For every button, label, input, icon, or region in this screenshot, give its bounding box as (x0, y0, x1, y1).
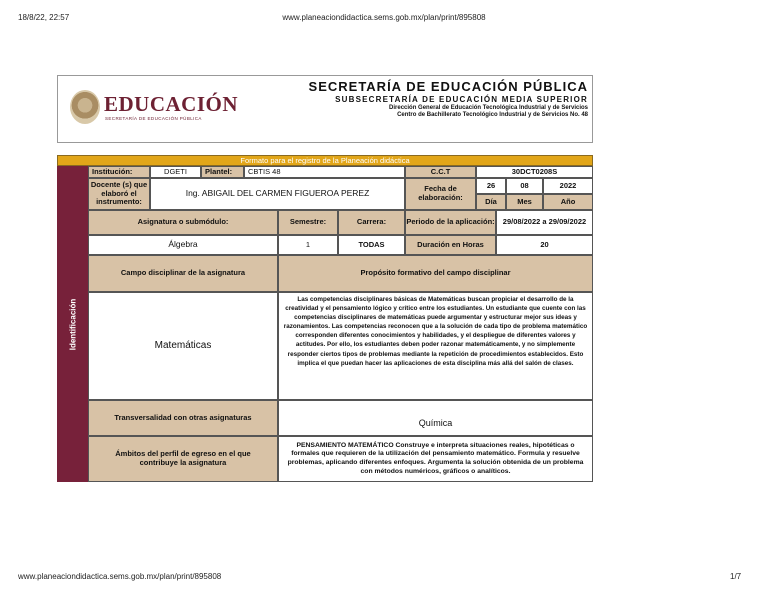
ambitos-value: PENSAMIENTO MATEMÁTICO Construye e interpreta situaciones reales, hipotéticas o formales que requieren de la utilización del pensamiento matemático. Formula y resuelve problemas, aplicando diferentes enfoques. Argumenta la solución obtenida de un problema con métodos numéricos, gráficos o analíticos. (278, 436, 593, 482)
plantel-value: CBTIS 48 (244, 166, 405, 178)
footer-url: www.planeaciondidactica.sems.gob.mx/plan/print/895808 (18, 572, 222, 581)
form-banner: Formato para el registro de la Planeación didáctica (57, 155, 593, 166)
ambitos-label: Ámbitos del perfil de egreso en el que contribuye la asignatura (88, 436, 278, 482)
header-line-1: Dirección General de Educación Tecnológica Industrial y de Servicios (389, 105, 588, 111)
fecha-anio-value: 2022 (543, 178, 593, 194)
docente-value: Ing. ABIGAIL DEL CARMEN FIGUEROA PEREZ (150, 178, 405, 210)
print-url: www.planeaciondidactica.sems.gob.mx/plan/print/895808 (282, 13, 486, 22)
duracion-value: 20 (496, 235, 593, 255)
semestre-value: 1 (278, 235, 338, 255)
campo-value: Matemáticas (88, 292, 278, 400)
header-subtitle: SUBSECRETARÍA DE EDUCACIÓN MEDIA SUPERIOR (335, 95, 588, 104)
docente-label: Docente (s) que elaboró el instrumento: (88, 178, 150, 210)
periodo-value: 29/08/2022 a 29/09/2022 (496, 210, 593, 235)
carrera-label: Carrera: (338, 210, 405, 235)
dia-label: Día (476, 194, 506, 210)
page-number: 1/7 (730, 572, 742, 581)
cct-label: C.C.T (405, 166, 476, 178)
section-label-wrap (57, 166, 88, 482)
cct-value: 30DCT0208S (476, 166, 593, 178)
print-datetime: 18/8/22, 22:57 (18, 13, 70, 22)
transversalidad-value: Química (278, 400, 593, 436)
institucion-label: Institución: (88, 166, 150, 178)
header-line-2: Centro de Bachillerato Tecnológico Industrial y de Servicios No. 48 (397, 112, 588, 118)
anio-label: Año (543, 194, 593, 210)
carrera-value: TODAS (338, 235, 405, 255)
proposito-label: Propósito formativo del campo disciplinar (278, 255, 593, 292)
periodo-label: Periodo de la aplicación: (405, 210, 496, 235)
proposito-value: Las competencias disciplinares básicas de Matemáticas buscan propiciar el desarrollo de la creatividad y el pensamiento lógico y crítico entre los estudiantes. Un estudiante que cuente con las competencias disciplinares de matemáticas puede argumentar y estructurar mejor sus ideas y razonamientos. Las competencias reconocen que a la solución de cada tipo de problema matemático corresponden diferentes conocimientos y habilidades, y el despliegue de diferentes valores y actitudes. Por ello, los estudiantes deben poder razonar matemáticamente, y no simplemente responder ciertos tipos de problemas mediante la repetición de procedimientos establecidos. Esto implica el que puedan hacer las aplicaciones de esta disciplina más allá del salón de clases. (278, 292, 593, 400)
duracion-label: Duración en Horas (405, 235, 496, 255)
plantel-label: Plantel: (201, 166, 244, 178)
logo-subtitle: SECRETARÍA DE EDUCACIÓN PÚBLICA (105, 116, 202, 121)
mes-label: Mes (506, 194, 543, 210)
fecha-mes-value: 08 (506, 178, 543, 194)
campo-label: Campo disciplinar de la asignatura (88, 255, 278, 292)
header-title: SECRETARÍA DE EDUCACIÓN PÚBLICA (308, 79, 588, 94)
fecha-dia-value: 26 (476, 178, 506, 194)
coat-of-arms-icon (70, 90, 100, 124)
institucion-value: DGETI (150, 166, 201, 178)
asignatura-label: Asignatura o submódulo: (88, 210, 278, 235)
semestre-label: Semestre: (278, 210, 338, 235)
transversalidad-label: Transversalidad con otras asignaturas (88, 400, 278, 436)
asignatura-value: Álgebra (88, 235, 278, 255)
logo-educacion: EDUCACIÓN (104, 92, 239, 116)
section-label: Identificación (68, 298, 77, 350)
fecha-label: Fecha de elaboración: (405, 178, 476, 210)
